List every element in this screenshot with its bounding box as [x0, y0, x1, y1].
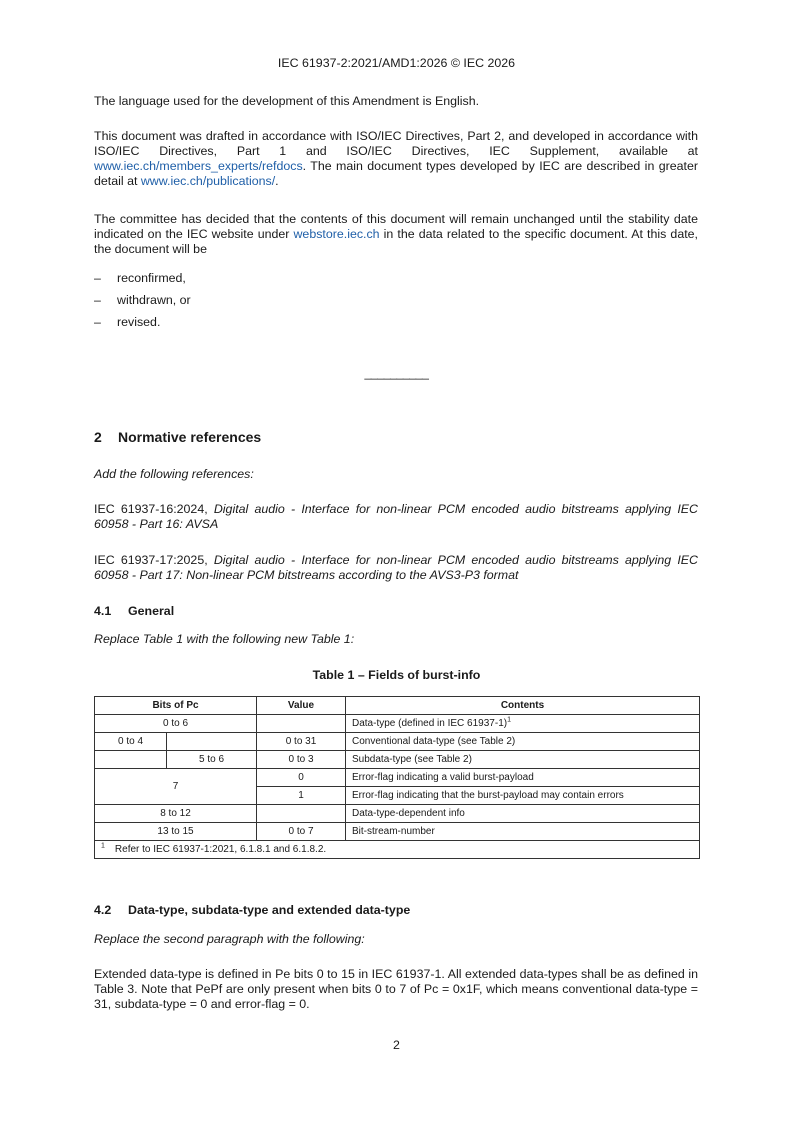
table-row [95, 805, 700, 823]
cell-bits: 0 to 6 [95, 715, 257, 733]
cell-contents: Bit-stream-number [346, 823, 700, 841]
table-note [95, 841, 700, 859]
table-row [95, 733, 700, 751]
cell-contents: Conventional data-type (see Table 2) [346, 733, 700, 751]
cell-value: 0 to 3 [257, 751, 346, 769]
table-header-row [95, 697, 700, 715]
subsection-number: 4.1 [94, 604, 112, 618]
subsection-number: 4.2 [94, 903, 112, 917]
table-row [95, 751, 700, 769]
cell-value: 0 to 31 [257, 733, 346, 751]
table-note-row [95, 841, 700, 859]
separator-line: __________ [364, 366, 429, 380]
header-contents: Contents [346, 697, 700, 715]
dash-marker: – [94, 271, 101, 285]
cell-bits-empty [167, 733, 257, 751]
cell-value: 0 [257, 769, 346, 787]
table-title: Table 1 – Fields of burst-info [312, 668, 481, 682]
drafting-text-1: This document was drafted in accordance with ISO/IEC Directives, Part 2, and developed in accordance with ISO/IEC Directives, Part 1 and ISO/IEC Directives, IEC Supplement, available at [94, 129, 698, 158]
language-paragraph: The language used for the development of this Amendment is English. [94, 94, 480, 108]
reference-title: Digital audio - Interface for non-linear PCM encoded audio bitstreams applying IEC 60958 - Part 17: Non-linear PCM bitstreams according to the AVS3-P3 format [94, 553, 698, 582]
drafting-text-2: . The main document types developed by IEC are described in greater detail at [94, 159, 698, 188]
reference-code: IEC 61937-17:2025, [94, 553, 214, 567]
cell-value: 0 to 7 [257, 823, 346, 841]
cell-contents: Error-flag indicating that the burst-payload may contain errors [346, 787, 700, 805]
bullet-text: withdrawn, or [117, 293, 191, 307]
instruction-text: Add the following references: [94, 467, 254, 481]
dash-marker: – [94, 293, 101, 307]
page-number: 2 [393, 1038, 400, 1052]
note-text: Refer to IEC 61937-1:2021, 6.1.8.1 and 6.1.8.2. [114, 843, 327, 855]
cell-bits: 7 [95, 769, 257, 805]
table-row [95, 823, 700, 841]
header-bits: Bits of Pc [95, 697, 257, 715]
reference-entry [94, 553, 698, 583]
stability-text-1: The committee has decided that the contents of this document will remain unchanged until the stability date indicated on the IEC website under [94, 212, 698, 241]
stability-paragraph [94, 212, 698, 257]
table-row [95, 715, 700, 733]
section-number: 2 [94, 429, 102, 445]
cell-value [257, 805, 346, 823]
cell-bits: 5 to 6 [167, 751, 257, 769]
cell-bits: 8 to 12 [95, 805, 257, 823]
reference-code: IEC 61937-16:2024, [94, 502, 214, 516]
stability-text-2: in the data related to the specific document. At this date, the document will be [94, 227, 698, 256]
instruction-text: Replace Table 1 with the following new Table 1: [94, 632, 355, 646]
section-title: Normative references [118, 429, 262, 445]
cell-bits-empty [95, 751, 167, 769]
cell-contents [346, 715, 700, 733]
body-paragraph: Extended data-type is defined in Pe bits 0 to 15 in IEC 61937-1. All extended data-types shall be as defined in Table 3. Note that PePf are only present when bits 0 to 7 of Pc = 0x1F, which means conventional data-type = 31, subdata-type = 0 and error-flag = 0. [94, 967, 698, 1011]
cell-value [257, 715, 346, 733]
reference-entry [94, 502, 698, 532]
bullet-text: reconfirmed, [117, 271, 186, 285]
dash-marker: – [94, 315, 101, 329]
note-marker: 1 [101, 842, 105, 850]
drafting-text-3: . [275, 174, 279, 188]
webstore-link[interactable]: webstore.iec.ch [293, 227, 380, 241]
subsection-title: Data-type, subdata-type and extended data-type [128, 903, 411, 917]
subsection-title: General [128, 604, 175, 618]
bullet-text: revised. [117, 315, 161, 329]
footnote-marker: 1 [507, 716, 511, 724]
cell-bits: 13 to 15 [95, 823, 257, 841]
subsection-heading [94, 903, 410, 918]
table-row [95, 769, 700, 787]
reference-title: Digital audio - Interface for non-linear PCM encoded audio bitstreams applying IEC 60958 - Part 16: AVSA [94, 502, 698, 531]
instruction-text: Replace the second paragraph with the following: [94, 932, 365, 946]
section-heading [94, 430, 261, 445]
page-header: IEC 61937-2:2021/AMD1:2026 © IEC 2026 [277, 56, 516, 70]
cell-bits: 0 to 4 [95, 733, 167, 751]
cell-contents-text: Data-type (defined in IEC 61937-1) [352, 717, 508, 729]
subsection-heading [94, 604, 174, 619]
drafting-paragraph [94, 129, 698, 189]
header-value: Value [257, 697, 346, 715]
cell-contents: Data-type-dependent info [346, 805, 700, 823]
publications-link[interactable]: www.iec.ch/publications/ [140, 174, 276, 188]
refdocs-link[interactable]: www.iec.ch/members_experts/refdocs [94, 159, 303, 173]
cell-contents: Error-flag indicating a valid burst-payload [346, 769, 700, 787]
cell-value: 1 [257, 787, 346, 805]
cell-contents: Subdata-type (see Table 2) [346, 751, 700, 769]
burst-info-table [94, 696, 700, 859]
